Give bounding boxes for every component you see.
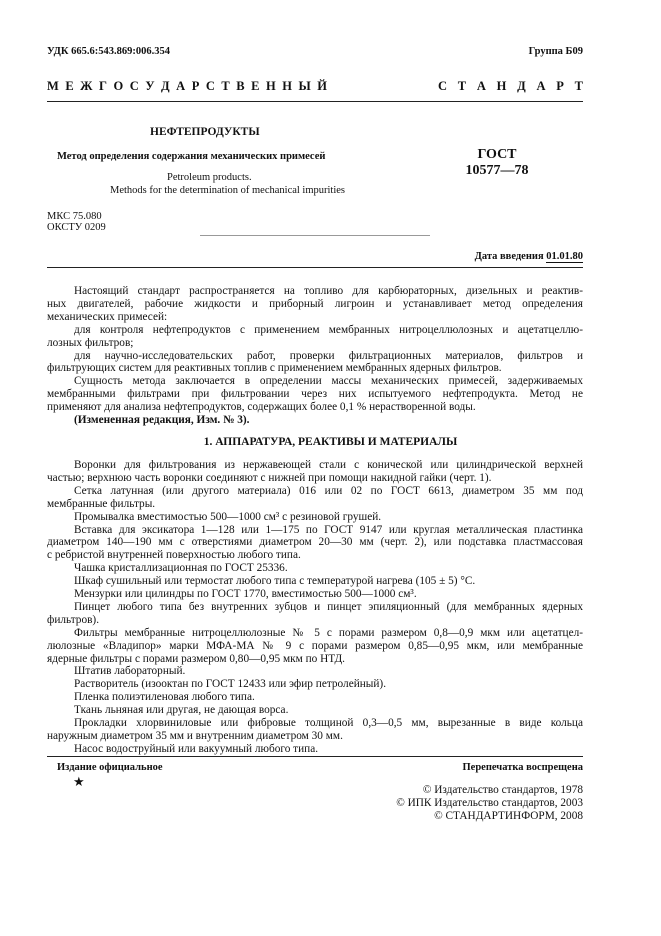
text-line: Ткань льняная или другая, не дающая ворса. xyxy=(74,704,289,717)
text-line: Пленка полиэтиленовая любого типа. xyxy=(74,691,255,704)
text-line: фильтрующих систем для реактивных топлив с применением мембранных ядерных фильтров. xyxy=(47,362,502,375)
text-line: ядерные фильтры с порами размером 0,80—0,95 мкм по НТД. xyxy=(47,652,346,665)
intro-date xyxy=(475,251,583,262)
group-code: Группа Б09 xyxy=(528,46,583,57)
text-line: люлозные «Владипор» марки МФА-МА № 9 с порами размером 0,85—0,95 мкм, или мембранные xyxy=(47,639,583,652)
udk-code: УДК 665.6:543.869:006.354 xyxy=(47,46,170,57)
text-line: Прокладки хлорвиниловые или фибровые толщиной 0,3—0,5 мм, вырезанные в виде кольца xyxy=(74,717,583,729)
text-line: диаметром 140—190 мм с отверстиями диаметром 20—30 мм (черт. 2), или подставка пластмассовая xyxy=(47,536,583,549)
text-line: Мензурки или цилиндры по ГОСТ 1770, вместимостью 500—1000 см³. xyxy=(74,588,417,600)
english-title-2: Methods for the determination of mechanical impurities xyxy=(110,185,346,196)
text-line: фильтров). xyxy=(47,613,100,626)
text-line: Чашка кристаллизационная по ГОСТ 25336. xyxy=(74,562,288,575)
text-line: Фильтры мембранные нитроцеллюлозные № 5 с порами размером 0,8—0,9 мкм или ацетатцел- xyxy=(74,626,583,639)
text-line: Воронки для фильтрования из нержавеющей стали с конической или цилиндрической верхней xyxy=(74,459,583,471)
text-line: Насос водоструйный или вакуумный любого типа. xyxy=(74,742,319,755)
gost-number: 10577—78 xyxy=(465,163,529,178)
text-line: Шкаф сушильный или термостат любого типа с температурой нагрева (105 ± 5) °С. xyxy=(74,575,476,588)
faint-rule xyxy=(200,235,430,236)
mks-code: МКС 75.080 xyxy=(47,211,102,222)
intro-date-value: 01.01.80 xyxy=(546,251,583,262)
text-line: механических примесей: xyxy=(47,310,168,323)
intro-date-label: Дата введения xyxy=(474,251,544,262)
copyright-3: © СТАНДАРТИНФОРМ, 2008 xyxy=(434,810,583,822)
amend-note: (Измененная редакция, Изм. № 3). xyxy=(74,414,250,426)
text-line: для научно-исследовательских работ, проверки фильтрационных материалов, фильтров и xyxy=(74,349,583,362)
gost-label: ГОСТ xyxy=(477,147,517,162)
text-line: ных двигателей, рабочие жидкости и приборный лигроин и устанавливает метод определения xyxy=(47,297,583,310)
copyright-2: © ИПК Издательство стандартов, 2003 xyxy=(396,797,583,809)
intro-rule xyxy=(47,267,583,268)
section-1-title: 1. АППАРАТУРА, РЕАКТИВЫ И МАТЕРИАЛЫ xyxy=(203,436,458,448)
text-line: Настоящий стандарт распространяется на топливо для карбюраторных, дизельных и реактив- xyxy=(74,285,583,297)
text-line: Сетка латунная (или другого материала) 016 или 02 по ГОСТ 6613, диаметром 35 мм под xyxy=(74,484,583,497)
copyright-1: © Издательство стандартов, 1978 xyxy=(422,784,583,796)
english-title-1: Petroleum products. xyxy=(167,172,252,183)
header-rule xyxy=(47,101,583,102)
text-line: наружным диаметром 35 мм и внутренним диаметром 30 мм. xyxy=(47,729,343,742)
text-line: для контроля нефтепродуктов с применением мембранных нитроцеллюлозных и ацетатцеллю- xyxy=(74,323,583,336)
banner-right: С Т А Н Д А Р Т xyxy=(438,79,583,93)
footer-rule xyxy=(47,756,583,757)
banner-left: М Е Ж Г О С У Д А Р С Т В Е Н Н Ы Й xyxy=(47,79,327,93)
text-line: Сущность метода заключается в определении массы механических примесей, задерживаемых xyxy=(74,375,583,388)
text-line: Промывалка вместимостью 500—1000 см³ с резиновой грушей. xyxy=(74,510,382,523)
star-icon: ★ xyxy=(73,774,85,789)
okstu-code: ОКСТУ 0209 xyxy=(47,222,106,233)
text-line: мембранными фильтрами при фильтровании через них испытуемого нефтепродукта. Метод не xyxy=(47,388,583,401)
text-line: Пинцет любого типа без внутренних зубцов и пинцет эпиляционный (для мембранных ядерных xyxy=(74,600,583,613)
reprint-notice: Перепечатка воспрещена xyxy=(462,762,583,773)
standard-title: НЕФТЕПРОДУКТЫ xyxy=(150,126,260,138)
copyright-block xyxy=(396,784,583,823)
text-line: лозных фильтров; xyxy=(47,336,134,349)
standard-subtitle: Метод определения содержания механических примесей xyxy=(57,151,326,162)
text-line: частью; верхнюю часть воронки соединяют с нижней при помощи накидной гайки (черт. 1). xyxy=(47,471,492,484)
text-line: Вставка для эксикатора 1—128 или 1—175 по ГОСТ 9147 или круглая металлическая пластинка xyxy=(74,523,583,536)
official-edition: Издание официальное xyxy=(57,762,163,773)
text-line: мембранные фильтры. xyxy=(47,497,156,510)
text-line: применяют для анализа нефтепродуктов, содержащих более 0,1 % нерастворенной воды. xyxy=(47,401,476,414)
text-line: с ребристой внутренней поверхностью любого типа. xyxy=(47,549,301,562)
text-line: Штатив лабораторный. xyxy=(74,665,186,678)
text-line: Растворитель (изооктан по ГОСТ 12433 или эфир петролейный). xyxy=(74,678,387,691)
